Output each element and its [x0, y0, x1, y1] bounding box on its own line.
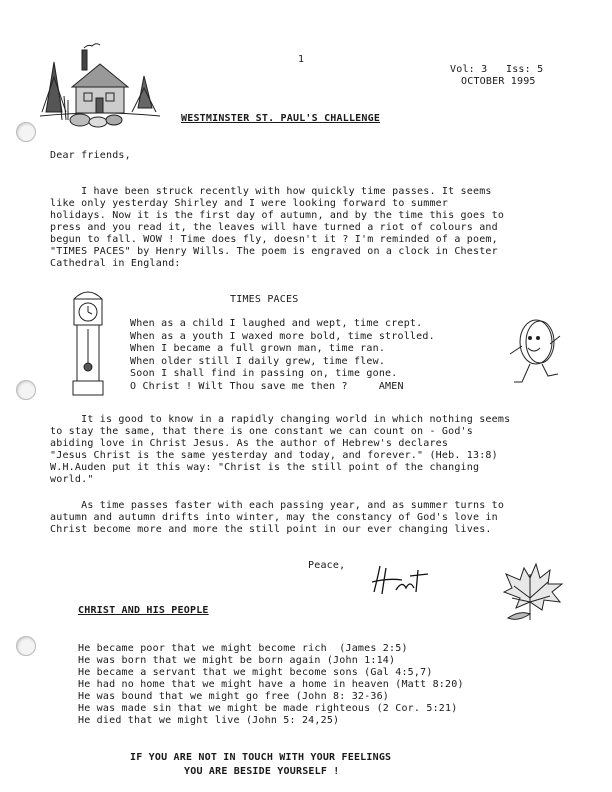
paragraph-line: W.H.Auden put it this way: "Christ is the still point of the changing	[50, 462, 480, 473]
paragraph-line: "TIMES PACES" by Henry Wills. The poem is engraved on a clock in Chester	[50, 246, 498, 257]
list-item: He had no home that we might have a home in heaven (Matt 8:20)	[78, 679, 464, 690]
running-clock-cartoon	[504, 316, 566, 388]
poem-line: When as a child I laughed and wept, time crept.	[130, 318, 423, 329]
farmhouse-harvest-illustration	[40, 42, 160, 132]
issue-date: OCTOBER 1995	[461, 76, 536, 87]
paragraph-line: autumn and autumn drifts into winter, may the constancy of God's love in	[50, 512, 498, 523]
poem-line: When as a youth I waxed more bold, time strolled.	[130, 330, 435, 342]
list-item: He was born that we might be born again (John 1:14)	[78, 655, 396, 666]
footer-joke-line: IF YOU ARE NOT IN TOUCH WITH YOUR FEELINGS	[130, 752, 392, 763]
paragraph-line: Cathedral in England:	[50, 258, 181, 269]
poem-line: When older still I daily grew, time flew.	[130, 355, 386, 367]
list-item: He became poor that we might become rich (James 2:5)	[78, 643, 408, 654]
list-item: He died that we might live (John 5: 24,25)	[78, 715, 340, 726]
list-item: He became a servant that we might become sons (Gal 4:5,7)	[78, 667, 433, 678]
paragraph-line: "Jesus Christ is the same yesterday and today, and forever." (Heb. 13:8)	[50, 450, 498, 461]
paragraph-line: begun to fall. WOW ! Time does fly, doesn't it ? I'm reminded of a poem,	[50, 234, 498, 245]
list-item: He was bound that we might go free (John 8: 32-36)	[78, 691, 390, 702]
binder-hole-top	[16, 122, 36, 142]
paragraph-line: It is good to know in a rapidly changing world in which nothing seems	[50, 414, 511, 425]
paragraph-line: holidays. Now it is the first day of autumn, and by the time this goes to	[50, 210, 505, 221]
people-list	[78, 643, 464, 727]
paragraph-line: press and you read it, the leaves will have turned a riot of colours and	[50, 222, 498, 233]
poem-title: TIMES PACES	[230, 294, 299, 305]
paragraph-line: As time passes faster with each passing year, and as summer turns to	[50, 500, 505, 511]
footer-joke-line: YOU ARE BESIDE YOURSELF !	[184, 766, 340, 777]
paragraph-blessing	[50, 500, 580, 536]
paragraph-line: like only yesterday Shirley and I were looking forward to summer	[50, 198, 449, 209]
salutation: Dear friends,	[50, 150, 131, 161]
poem-body	[130, 318, 435, 393]
poem-line: Soon I shall find in passing on, time gone.	[130, 368, 398, 379]
closing-peace: Peace,	[308, 560, 346, 571]
binder-hole-middle	[16, 380, 36, 400]
list-item: He was made sin that we might be made righteous (2 Cor. 5:21)	[78, 703, 458, 714]
paragraph-line: world."	[50, 474, 94, 485]
paragraph-line: abiding love in Christ Jesus. As the author of Hebrew's declares	[50, 438, 449, 449]
paragraph-line: to stay the same, that there is one constant we can count on - God's	[50, 426, 473, 437]
poem-line: O Christ ! Wilt Thou save me then ? AMEN	[130, 380, 404, 392]
handwritten-signature	[368, 562, 432, 598]
binder-hole-bottom	[16, 636, 36, 656]
paragraph-line: Christ become more and more the still point in our ever changing lives.	[50, 524, 492, 535]
maple-leaf-illustration	[490, 558, 570, 628]
masthead-title: WESTMINSTER ST. PAUL'S CHALLENGE	[181, 113, 381, 124]
page-mark: 1	[298, 54, 305, 65]
grandfather-clock-illustration	[70, 285, 106, 397]
paragraph-line: I have been struck recently with how quickly time passes. It seems	[50, 186, 492, 197]
section-title-christ-people: CHRIST AND HIS PEOPLE	[78, 605, 209, 616]
poem-line: When I became a full grown man, time ran.	[130, 343, 386, 354]
issue-volume: Vol: 3 Iss: 5	[450, 64, 544, 75]
paragraph-constancy	[50, 414, 580, 486]
paragraph-intro	[50, 186, 580, 270]
